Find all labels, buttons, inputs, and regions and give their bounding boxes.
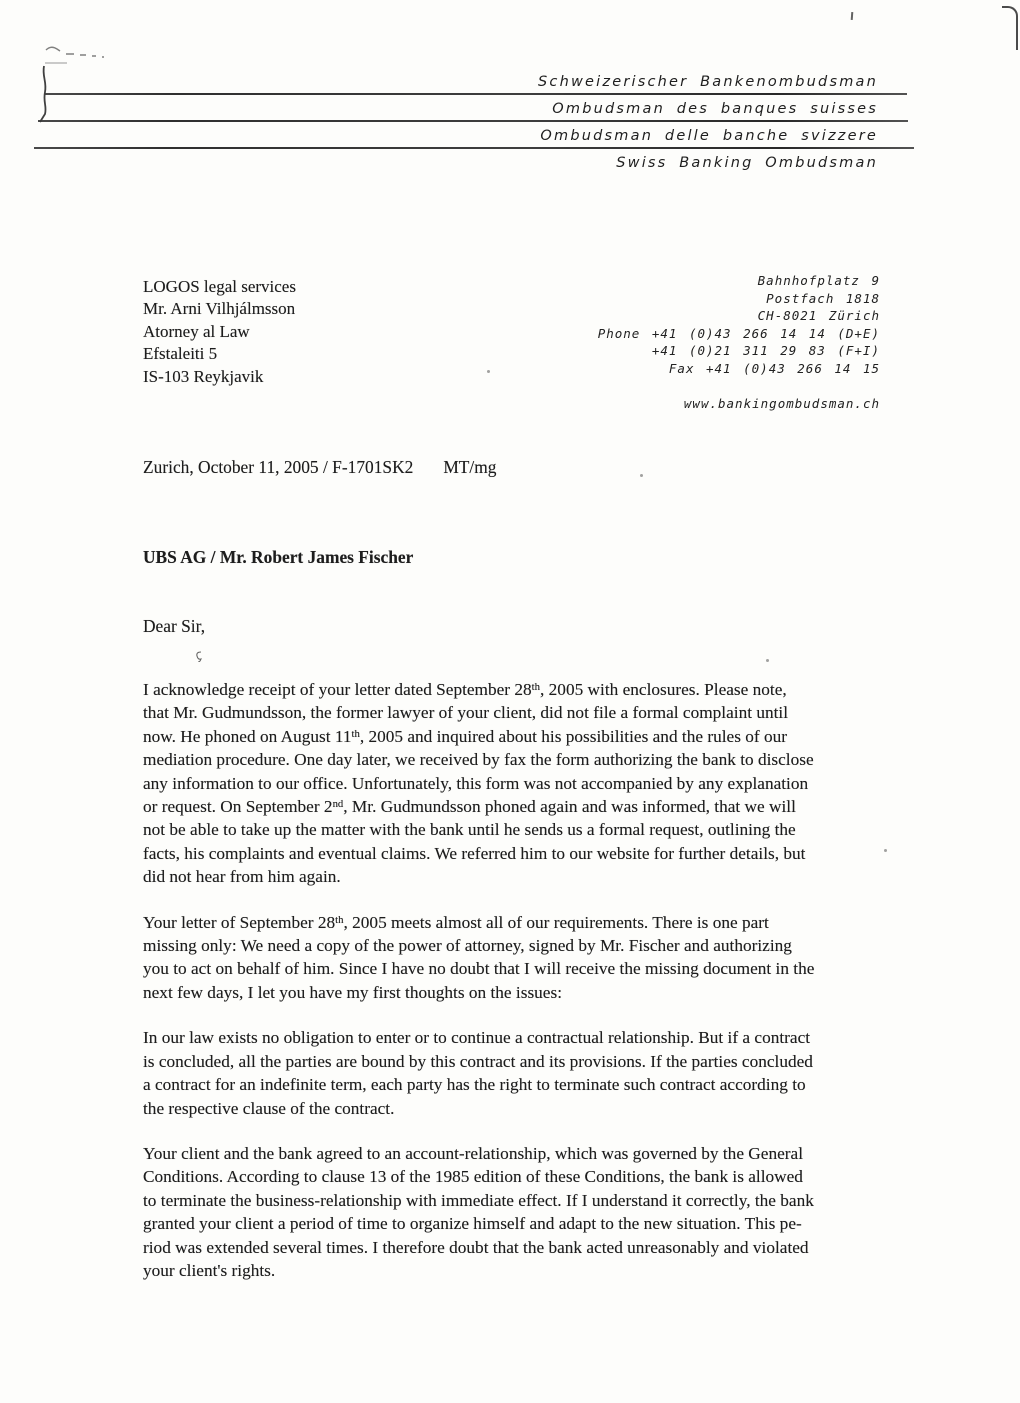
sender-street: Bahnhofplatz 9 xyxy=(757,273,880,288)
letterhead-line-french: Ombudsman des banques suisses xyxy=(552,101,878,117)
typist-initials: MT/mg xyxy=(443,457,497,477)
sender-phone-2: +41 (0)21 311 29 83 (F+I) xyxy=(651,343,880,359)
letterhead-line-italian: Ombudsman delle banche svizzere xyxy=(540,128,878,144)
scan-corner-edge xyxy=(1002,6,1018,50)
stray-squiggle-mark xyxy=(193,650,205,662)
letter-body xyxy=(143,678,903,1304)
subject-line: UBS AG / Mr. Robert James Fischer xyxy=(143,547,414,567)
recipient-name: Mr. Arni Vilhjálmsson xyxy=(143,299,296,319)
recipient-company: LOGOS legal services xyxy=(143,277,296,296)
date-reference: Zurich, October 11, 2005 / F-1701SK2 xyxy=(143,457,414,477)
recipient-title: Atorney al Law xyxy=(143,321,250,341)
stray-dot xyxy=(487,370,490,373)
sender-contact-block xyxy=(598,272,880,378)
date-line xyxy=(143,457,496,478)
stray-tick-mark xyxy=(851,12,854,20)
sender-phone-1: Phone +41 (0)43 266 14 14 (D+E) xyxy=(597,325,880,341)
letterhead-rule-3 xyxy=(34,147,914,149)
sender-website: www.bankingombudsman.ch xyxy=(683,396,880,411)
recipient-street: Efstaleiti 5 xyxy=(143,344,218,364)
letterhead-rule-2 xyxy=(38,120,908,122)
body-paragraph-1: I acknowledge receipt of your letter dated September 28th, 2005 with enclosures. Please note, that Mr. Gudmundsson, the former lawyer of your client, did not file a formal complaint until now. He phoned on August 11th, 2005 and inquired about his possibilities and the rules of our mediation procedure. One day later, we received by fax the form authorizing the bank to disclose any information to our office. Unfortunately, this form was not accompanied by any explanation or request. On September 2nd, Mr. Gudmundsson phoned again and was informed, that we will not be able to take up the matter with the bank until he sends us a formal request, outlining the facts, his complaints and eventual claims. We referred him to our website for further details, but did not hear from him again. xyxy=(143,680,814,887)
sender-city: CH-8021 Zürich xyxy=(757,308,880,324)
body-paragraph-3: In our law exists no obligation to enter or to continue a contractual relationship. But if a contract is concluded, all the parties are bound by this contract and its provisions. If the parties concluded a contract for an indefinite term, each party has the right to terminate such contract according to the respective clause of the contract. xyxy=(143,1028,813,1118)
sender-pobox: Postfach 1818 xyxy=(766,290,880,306)
letterhead-line-english: Swiss Banking Ombudsman xyxy=(616,155,878,171)
sender-fax: Fax +41 (0)43 266 14 15 xyxy=(668,360,880,376)
stray-dot xyxy=(640,474,643,477)
recipient-address-block xyxy=(143,276,296,388)
body-paragraph-4: Your client and the bank agreed to an account-relationship, which was governed by the General Conditions. According to clause 13 of the 1985 edition of these Conditions, the bank is allowed to terminate the business-relationship with immediate effect. If I understand it correctly, the bank granted your client a period of time to organize himself and adapt to the new situation. This pe- riod was extended several times. I therefore doubt that the bank acted unreasonably and violated your client's rights. xyxy=(143,1143,814,1280)
recipient-city: IS-103 Reykjavik xyxy=(143,366,264,386)
stray-dot xyxy=(766,659,769,662)
body-paragraph-2: Your letter of September 28th, 2005 meets almost all of our requirements. There is one part missing only: We need a copy of the power of attorney, signed by Mr. Fischer and authorizing you to act on behalf of him. Since I have no doubt that I will receive the missing document in the next few days, I let you have my first thoughts on the issues: xyxy=(143,912,815,1002)
letterhead-rule-1 xyxy=(45,93,907,95)
salutation: Dear Sir, xyxy=(143,616,206,636)
letterhead-line-german: Schweizerischer Bankenombudsman xyxy=(538,74,878,90)
